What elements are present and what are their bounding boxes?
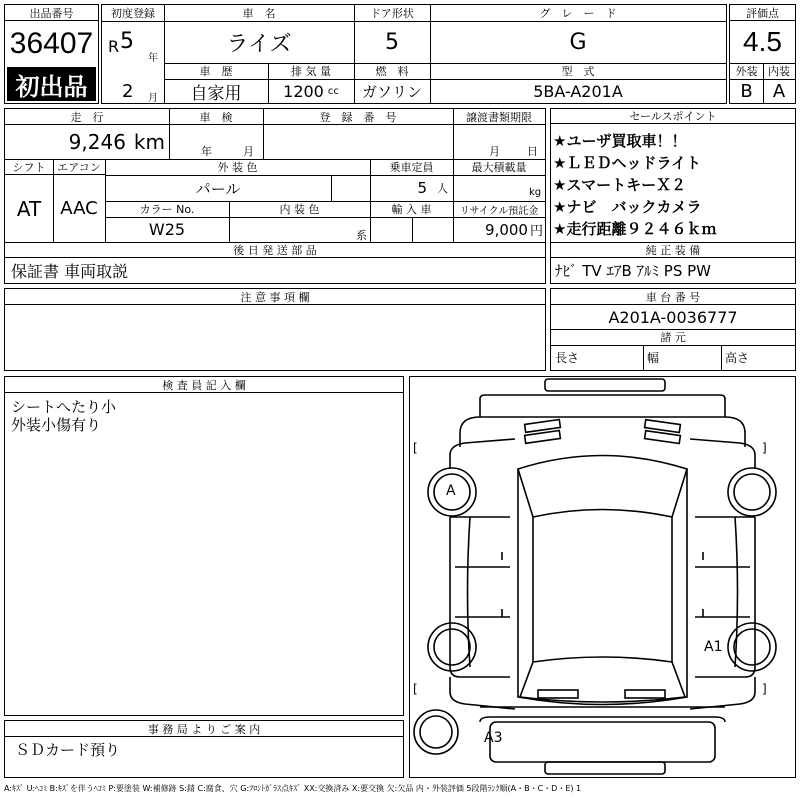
first-reg-label: 初度登録 bbox=[111, 7, 155, 20]
mileage-unit: km bbox=[133, 129, 165, 154]
sales-point-item: ★ＬＥＤヘッドライト bbox=[553, 154, 701, 172]
inspector-label: 検 査 員 記 入 欄 bbox=[5, 377, 403, 393]
chassis-value: A201A-0036777 bbox=[608, 307, 738, 327]
header-grid bbox=[101, 4, 727, 104]
ac-value: AAC bbox=[60, 198, 98, 219]
reg-month: 2 bbox=[122, 81, 134, 102]
footer-legend: A:ｷｽﾞ U:ﾍｺﾐ B:ｷｽﾞを伴うﾍｺﾐ P:要塗装 W:補修跡 S:錆 C:腐食、穴 G:ﾌﾛﾝﾄｶﾞﾗｽ点ｷｽﾞ XX:交換済み X:要交換 欠:欠品 内・外装評価 5段階ﾗﾝｸ順(A・B・C・D・E) 1 bbox=[4, 784, 582, 793]
max-load-unit: kg bbox=[529, 187, 542, 198]
door-label: ドア形状 bbox=[370, 7, 414, 20]
transfer-month-unit: 月 bbox=[489, 145, 500, 158]
chassis-box bbox=[550, 288, 796, 371]
bracket-right-rear: ] bbox=[762, 682, 767, 696]
sales-point-item: ★ナビ バックカメラ bbox=[553, 198, 702, 216]
interior-label: 内装 bbox=[768, 65, 790, 78]
bracket-left-rear: [ bbox=[413, 682, 418, 696]
capacity-unit: 人 bbox=[437, 182, 448, 195]
mileage-value bbox=[5, 124, 165, 159]
office-label: 事 務 局 よ り ご 案 内 bbox=[5, 721, 403, 737]
model-label: 型 式 bbox=[561, 65, 595, 78]
later-parts-label: 後 日 発 送 部 品 bbox=[233, 243, 317, 257]
fuel-value: ガソリン bbox=[361, 82, 422, 101]
height-label: 高さ bbox=[725, 351, 750, 365]
color-no-value: W25 bbox=[148, 220, 186, 239]
recycle-unit: 円 bbox=[529, 224, 543, 239]
vehicle-detail-grid bbox=[4, 108, 546, 284]
ext-color-label: 外 装 色 bbox=[217, 161, 258, 174]
office-box bbox=[4, 720, 404, 778]
sales-points-list bbox=[553, 130, 793, 240]
office-value: ＳＤカード預り bbox=[15, 741, 121, 759]
capacity-value bbox=[370, 175, 448, 201]
inspector-line: シートへたり小 bbox=[11, 398, 117, 416]
notes-box bbox=[4, 288, 546, 371]
car-diagram bbox=[410, 377, 795, 777]
width-label: 幅 bbox=[647, 351, 660, 365]
shift-value: AT bbox=[16, 196, 42, 221]
displacement-unit: cc bbox=[327, 85, 339, 97]
reg-year-unit: 年 bbox=[148, 53, 158, 64]
ext-color-value: パール bbox=[195, 179, 241, 198]
car-diagram-box bbox=[409, 376, 796, 778]
equipment-label: 純 正 装 備 bbox=[645, 243, 701, 257]
int-color-suffix: 系 bbox=[356, 229, 367, 242]
recycle-label: リサイクル預託金 bbox=[459, 205, 539, 217]
door-value: 5 bbox=[385, 29, 399, 55]
interior-value: A bbox=[772, 80, 786, 102]
bracket-right-front: ] bbox=[762, 441, 767, 455]
mileage-label: 走 行 bbox=[70, 110, 104, 124]
recycle-number: 9,000 bbox=[485, 220, 528, 239]
inspector-line: 外装小傷有り bbox=[11, 416, 102, 434]
capacity-label: 乗車定員 bbox=[389, 161, 434, 174]
import-label: 輸 入 車 bbox=[391, 203, 432, 216]
history-label: 車 歴 bbox=[199, 65, 233, 78]
score-label: 評価点 bbox=[730, 5, 795, 21]
ac-label: エアコン bbox=[53, 159, 105, 175]
reg-no-label: 登 録 番 号 bbox=[319, 110, 397, 124]
lot-number: 36407 bbox=[9, 27, 94, 60]
bracket-left-front: [ bbox=[413, 441, 418, 455]
color-no-label: カラー No. bbox=[139, 203, 195, 216]
length-label: 長さ bbox=[555, 351, 580, 365]
exterior-label: 外装 bbox=[735, 65, 758, 78]
grade-label: グ レ ー ド bbox=[539, 7, 617, 20]
score-value: 4.5 bbox=[743, 26, 782, 57]
recycle-value bbox=[453, 217, 543, 242]
lot-box bbox=[4, 4, 99, 104]
max-load-label: 最大積載量 bbox=[471, 161, 527, 174]
sales-point-item: ★ユーザ買取車！！ bbox=[553, 132, 687, 150]
damage-mark-front-left-wheel: A bbox=[446, 483, 456, 499]
car-name-label: 車 名 bbox=[242, 7, 276, 20]
history-value: 自家用 bbox=[190, 83, 242, 104]
damage-mark-rear-right-wheel: A1 bbox=[704, 639, 723, 655]
int-color-label: 内 装 色 bbox=[279, 203, 320, 216]
inspection-label: 車 検 bbox=[199, 110, 233, 124]
car-name: ライズ bbox=[226, 31, 292, 57]
equipment-value: ﾅﾋﾞ TV ｴｱB ｱﾙﾐ PS PW bbox=[555, 261, 711, 280]
fuel-label: 燃 料 bbox=[375, 65, 409, 78]
inspection-month-unit: 月 bbox=[243, 145, 254, 158]
shift-label: シフト bbox=[5, 159, 53, 175]
grade-value: G bbox=[569, 29, 587, 55]
era-label: R bbox=[108, 37, 120, 56]
notes-label: 注 意 事 項 欄 bbox=[5, 289, 545, 305]
first-listing-badge: 初出品 bbox=[7, 67, 96, 101]
sales-points-label: セールスポイント bbox=[551, 109, 795, 124]
capacity-number: 5 bbox=[417, 179, 427, 197]
exterior-value: B bbox=[740, 80, 753, 102]
transfer-day-unit: 日 bbox=[527, 145, 538, 158]
inspector-box bbox=[4, 376, 404, 716]
displacement-label: 排 気 量 bbox=[291, 65, 331, 78]
chassis-label: 車 台 番 号 bbox=[551, 289, 795, 305]
sales-point-item: ★スマートキーＸ２ bbox=[553, 176, 687, 194]
later-parts-value: 保証書 車両取説 bbox=[11, 261, 129, 281]
damage-mark-spare: A3 bbox=[484, 730, 503, 746]
mileage-number: 9,246 bbox=[68, 129, 126, 154]
header-section bbox=[4, 4, 796, 104]
score-box bbox=[729, 4, 796, 104]
reg-year: 5 bbox=[120, 29, 134, 54]
lot-label: 出品番号 bbox=[5, 5, 98, 21]
model-value: 5BA-A201A bbox=[533, 81, 623, 101]
reg-month-unit: 月 bbox=[148, 93, 158, 104]
transfer-label: 譲渡書類期限 bbox=[466, 110, 532, 124]
inspection-year-unit: 年 bbox=[201, 145, 212, 158]
sales-points-box bbox=[550, 108, 796, 284]
displacement-number: 1200 bbox=[283, 81, 324, 101]
sales-point-item: ★走行距離９２４６ｋｍ bbox=[553, 220, 717, 238]
spec-label: 諸 元 bbox=[660, 331, 686, 344]
displacement-value bbox=[268, 79, 354, 103]
